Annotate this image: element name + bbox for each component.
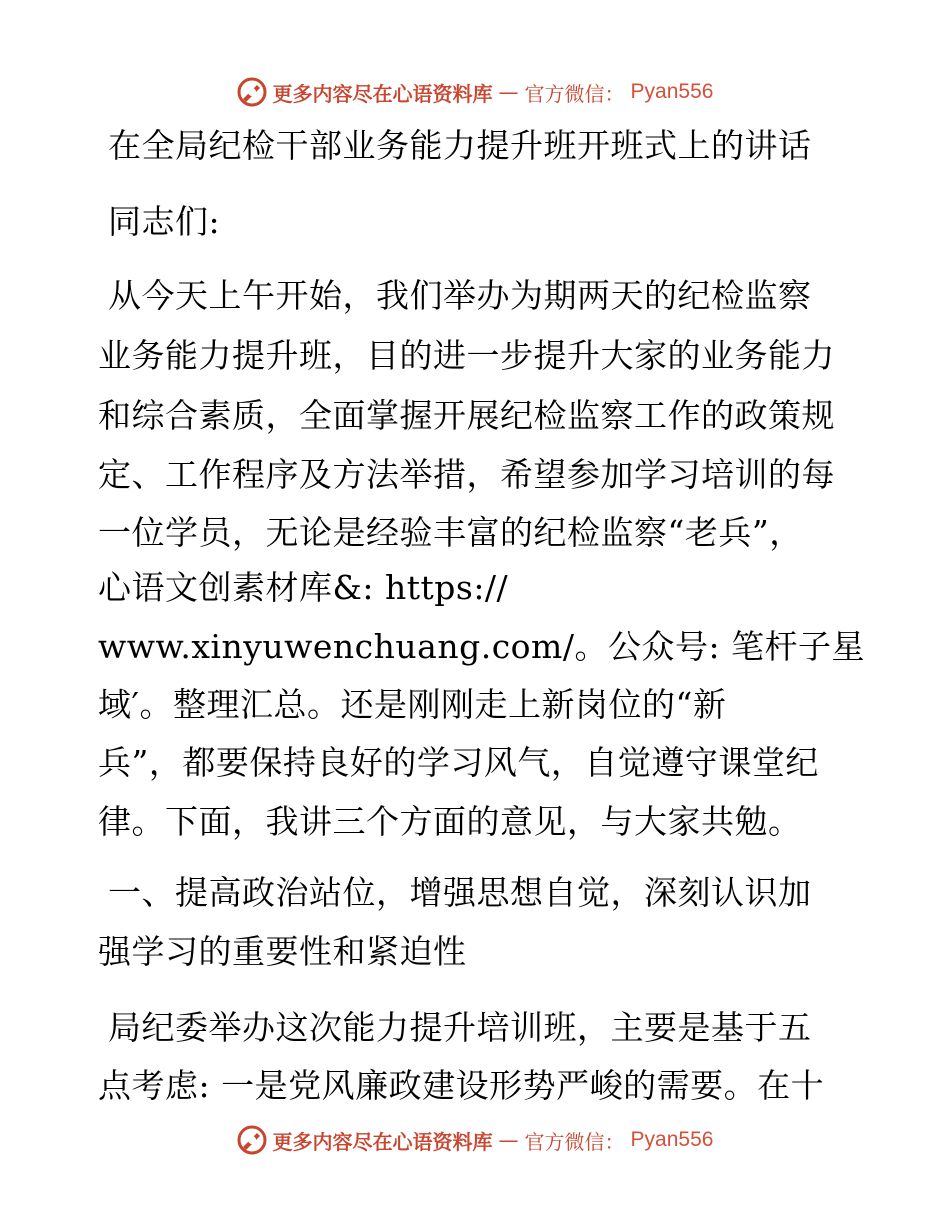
paragraph-line: 业务能力提升班，目的进一步提升大家的业务能力 (98, 336, 835, 375)
paragraph-line: 兵”，都要保持良好的学习风气，自觉遵守课堂纪 (98, 743, 819, 782)
paragraph-line: 从今天上午开始，我们举办为期两天的纪检监察 (108, 276, 812, 315)
footer-banner (0, 1120, 950, 1160)
paragraph-line: 律。下面，我讲三个方面的意见，与大家共勉。 (98, 802, 802, 841)
paragraph-line: 和综合素质，全面掌握开展纪检监察工作的政策规 (98, 396, 835, 435)
banner-dash: — (498, 80, 519, 104)
paragraph-line: 点考虑: 一是党风廉政建设形势严峻的需要。在十 (98, 1066, 825, 1105)
banner-dash: — (498, 1128, 519, 1152)
banner-wechat-label: 官方微信： (524, 1129, 625, 1154)
quill-logo-icon (237, 1125, 267, 1155)
quill-logo-icon (237, 77, 267, 107)
document-title: 在全局纪检干部业务能力提升班开班式上的讲话 (108, 126, 812, 165)
section-heading-line: 强学习的重要性和紧迫性 (98, 932, 467, 971)
salutation: 同志们: (108, 202, 221, 241)
paragraph-line: 心语文创素材库&: https:// (98, 568, 509, 607)
banner-wechat-id: Pyan556 (630, 80, 714, 103)
paragraph-line: 域′。整理汇总。还是刚刚走上新岗位的“新 (98, 685, 727, 724)
banner-brand-text: 更多内容尽在心语资料库 (272, 1129, 493, 1154)
banner-wechat-label: 官方微信： (524, 81, 625, 106)
paragraph-line: www.xinyuwenchuang.com/。公众号: 笔杆子星 (98, 627, 866, 666)
paragraph-line: 一位学员，无论是经验丰富的纪检监察“老兵”， (98, 513, 803, 552)
header-banner (0, 72, 950, 112)
paragraph-line: 定、工作程序及方法举措，希望参加学习培训的每 (98, 455, 835, 494)
section-heading-line: 一、提高政治站位，增强思想自觉，深刻认识加 (108, 873, 812, 912)
banner-brand-text: 更多内容尽在心语资料库 (272, 81, 493, 106)
paragraph-line: 局纪委举办这次能力提升培训班，主要是基于五 (108, 1008, 812, 1047)
banner-wechat-id: Pyan556 (630, 1128, 714, 1151)
